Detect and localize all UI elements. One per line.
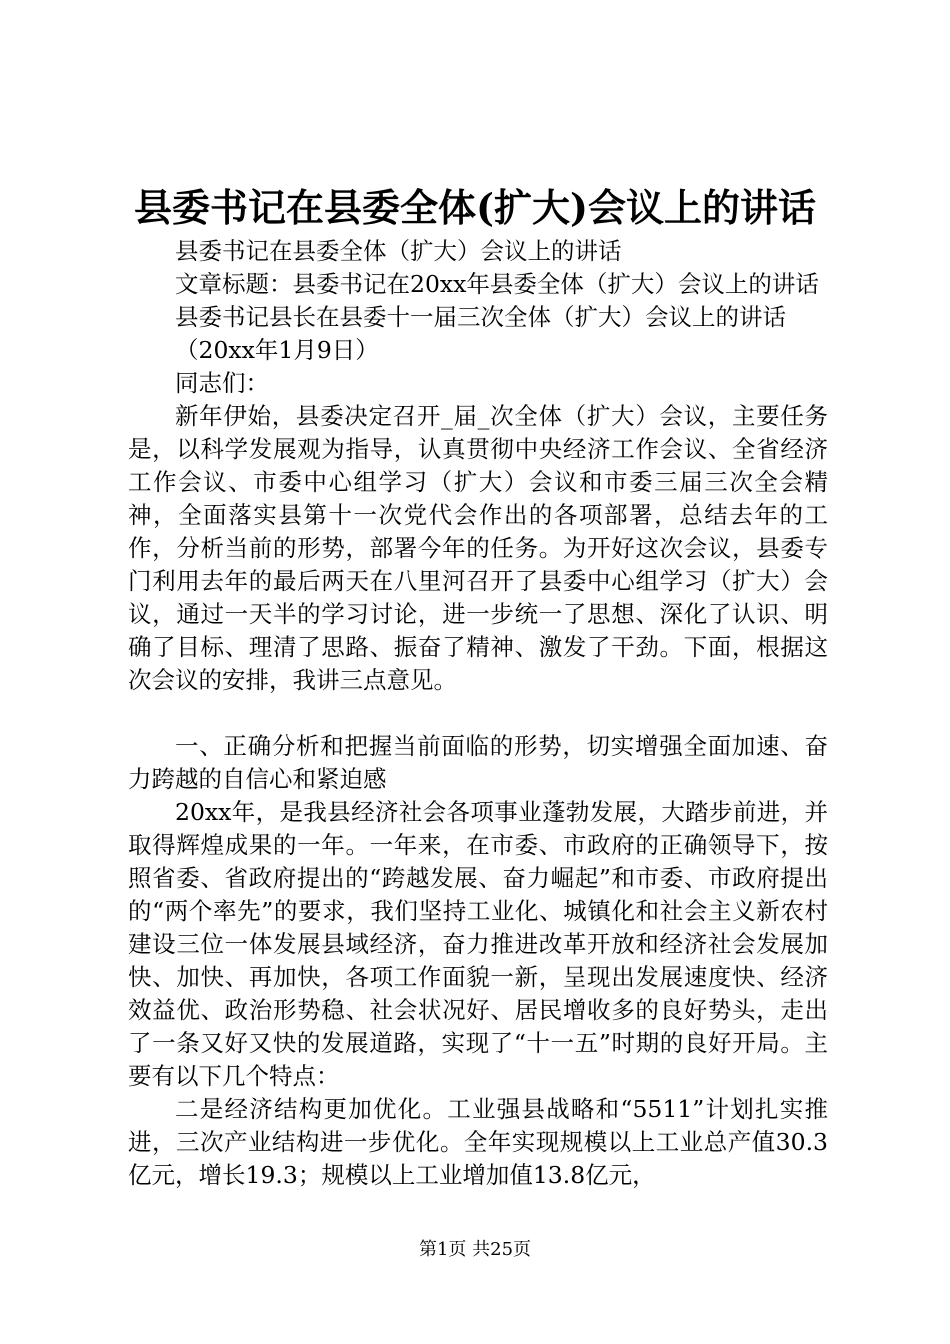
document-body [128, 235, 828, 1192]
paragraph-review: 20xx年，是我县经济社会各项事业蓬勃发展，大踏步前进，并取得辉煌成果的一年。一年来，在市委、市政府的正确领导下，按照省委、省政府提出的“跨越发展、奋力崛起”和市委、市政府提出的“两个率先”的要求，我们坚持工业化、城镇化和社会主义新农村建设三位一体发展县域经济，奋力推进改革开放和经济社会发展加快、加快、再加快，各项工作面貌一新，呈现出发展速度快、经济效益优、政治形势稳、社会状况好、居民增收多的良好势头，走出了一条又好又快的发展道路，实现了“十一五”时期的良好开局。主要有以下几个特点： [128, 798, 828, 1090]
paragraph-structure: 二是经济结构更加优化。工业强县战略和“5511”计划扎实推进，三次产业结构进一步优化。全年实现规模以上工业总产值30.3亿元，增长19.3；规模以上工业增加值13.8亿元， [128, 1095, 828, 1189]
paragraph-intro: 新年伊始，县委决定召开_届_次全体（扩大）会议，主要任务是，以科学发展观为指导，认真贯彻中央经济工作会议、全省经济工作会议、市委中心组学习（扩大）会议和市委三届三次全会精神，全面落实县第十一次党代会作出的各项部署，总结去年的工作，分析当前的形势，部署今年的任务。为开好这次会议，县委专门利用去年的最后两天在八里河召开了县委中心组学习（扩大）会议，通过一天半的学习讨论，进一步统一了思想、深化了认识、明确了目标、理清了思路、振奋了精神、激发了干劲。下面，根据这次会议的安排，我讲三点意见。 [128, 402, 828, 694]
paragraph-article-title: 文章标题：县委书记在20xx年县委全体（扩大）会议上的讲话 [175, 270, 819, 298]
paragraph-section-heading: 一、正确分析和把握当前面临的形势，切实增强全面加速、奋力跨越的自信心和紧迫感 [128, 732, 828, 793]
page-footer [0, 1238, 950, 1262]
page-indicator: 第1页 共25页 [418, 1239, 532, 1260]
paragraph-date: （20xx年1月9日） [175, 336, 379, 364]
document-title: 县委书记在县委全体(扩大)会议上的讲话 [134, 185, 816, 230]
paragraph-subtitle: 县委书记在县委全体（扩大）会议上的讲话 [175, 237, 622, 265]
paragraph-speech-heading: 县委书记县长在县委十一届三次全体（扩大）会议上的讲话 [175, 303, 786, 331]
paragraph-salutation: 同志们： [175, 369, 269, 397]
